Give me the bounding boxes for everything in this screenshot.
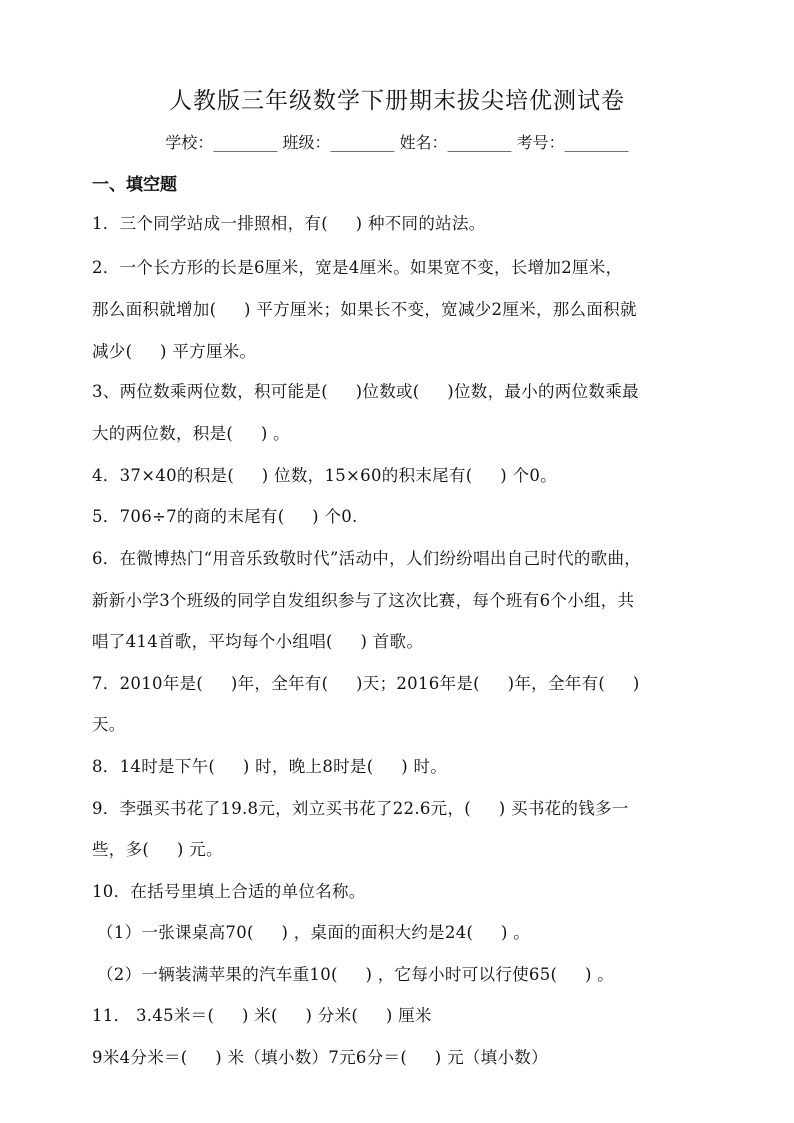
question-10-part-1: （1）一张课桌高70( ) ，桌面的面积大约是24( ) 。 — [97, 923, 531, 942]
question-3-line-1: 3、两位数乘两位数，积可能是( )位数或( )位数，最小的两位数乘最 — [92, 382, 639, 401]
question-7-line-2: 天。 — [92, 715, 126, 734]
question-2-line-3: 减少( ) 平方厘米。 — [92, 342, 257, 361]
question-9-line-1: 9．李强买书花了19.8元，刘立买书花了22.6元，( ) 买书花的钱多一 — [92, 799, 629, 818]
question-3-line-2: 大的两位数，积是( ) 。 — [92, 424, 290, 443]
question-9-line-2: 些，多( ) 元。 — [92, 840, 223, 859]
question-2-line-2: 那么面积就增加( ) 平方厘米；如果长不变，宽减少2厘米，那么面积就 — [92, 300, 637, 319]
question-10: 10．在括号里填上合适的单位名称。 — [92, 882, 366, 901]
question-1: 1．三个同学站成一排照相，有( ) 种不同的站法。 — [92, 214, 486, 233]
question-4: 4．37×40的积是( ) 位数，15×60的积末尾有( ) 个0。 — [92, 466, 557, 485]
question-2-line-1: 2．一个长方形的长是6厘米，宽是4厘米。如果宽不变，长增加2厘米， — [92, 258, 623, 277]
question-11-line-1: 11． 3.45米＝( ) 米( ) 分米( ) 厘米 — [92, 1006, 432, 1025]
question-11-line-2: 9米4分米＝( ) 米（填小数）7元6分＝( ) 元（填小数） — [92, 1048, 548, 1067]
question-6-line-3: 唱了414首歌，平均每个小组唱( ) 首歌。 — [92, 632, 424, 651]
question-6-line-1: 6．在微博热门“用音乐致敬时代”活动中，人们纷纷唱出自己时代的歌曲， — [92, 549, 642, 568]
question-7-line-1: 7．2010年是( )年，全年有( )天；2016年是( )年，全年有( ) — [92, 674, 640, 693]
section-heading-fill-in: 一、填空题 — [92, 175, 177, 195]
question-8: 8．14时是下午( ) 时，晚上8时是( ) 时。 — [92, 757, 448, 776]
page-title: 人教版三年级数学下册期末拔尖培优测试卷 — [169, 88, 625, 114]
question-10-part-2: （2）一辆装满苹果的汽车重10( ) ，它每小时可以行使65( ) 。 — [97, 965, 615, 984]
question-5: 5．706÷7的商的末尾有( ) 个0. — [92, 507, 358, 526]
student-info-line: 学校：________ 班级：________ 姓名：________ 考号：________ — [165, 133, 629, 152]
question-6-line-2: 新新小学3个班级的同学自发组织参与了这次比赛，每个班有6个小组，共 — [92, 591, 635, 610]
